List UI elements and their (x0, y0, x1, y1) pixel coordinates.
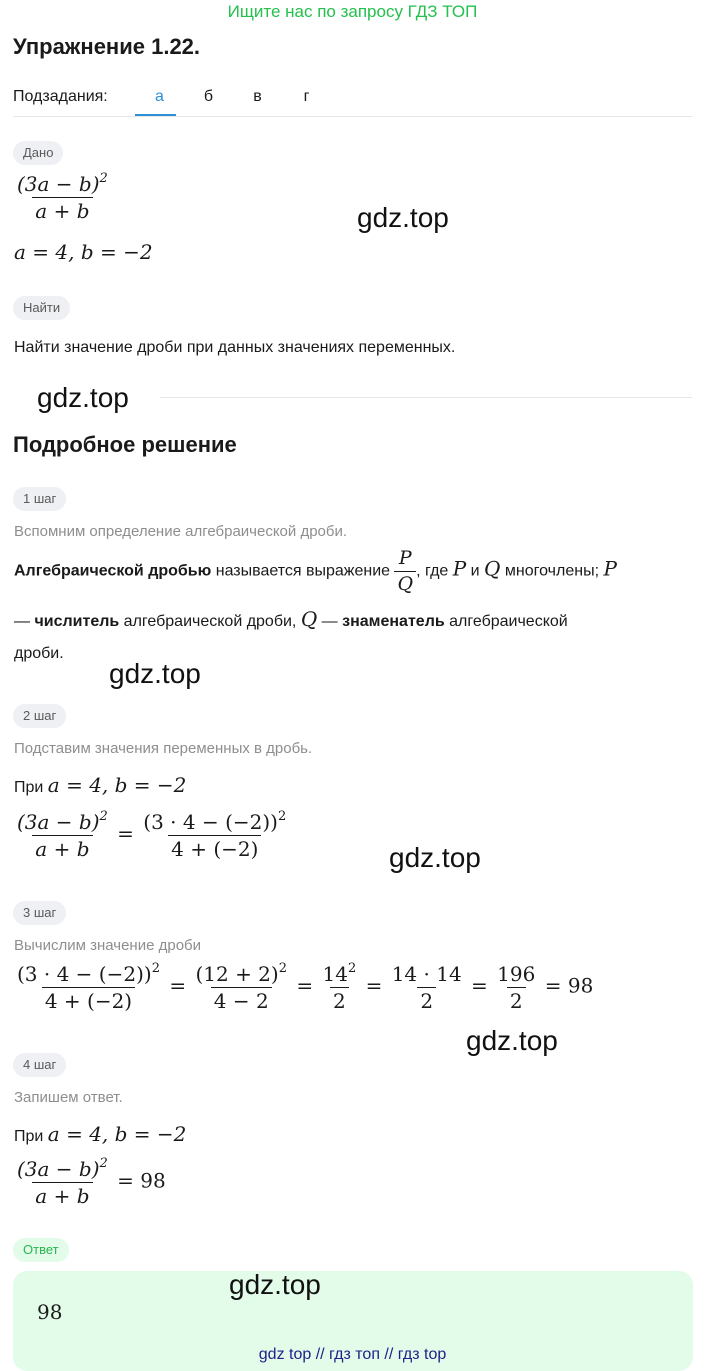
step-4-hint: Запишем ответ. (14, 1089, 123, 1106)
step-4-equation: $\frac{(3a - b)^2}{a + b}$ = 98 (17, 1156, 166, 1208)
step-1-definition-line3: дроби. (14, 645, 64, 662)
promo-banner: Ищите нас по запросу ГДЗ ТОП (227, 2, 478, 21)
tab-g[interactable]: г (303, 88, 310, 105)
subtasks-label: Подзадания: (13, 88, 108, 105)
given-badge: Дано (13, 141, 63, 165)
answer-badge: Ответ (13, 1238, 69, 1262)
watermark: gdz.top (466, 1025, 558, 1056)
step-3-equation: $\frac{(3 \cdot 4 - (-2))^2}{4 + (-2)}$ = $\frac{(12 + 2)^2}{4 - 2}$ = $\frac{14^2}{2}$ = $\frac{14 \cdot 14}{2}$ = $\frac{196}{2}$ = 98 (17, 961, 594, 1013)
tab-a[interactable]: а (135, 80, 184, 116)
divider (13, 116, 692, 117)
watermark: gdz.top (109, 658, 201, 689)
step-4-condition: При a = 4, b = −2 (14, 1122, 187, 1146)
step-1-definition: Алгебраической дробью называется выражение $\frac{P}{Q}$ , где P и Q многочлены; P (14, 547, 617, 595)
step-2-condition: При a = 4, b = −2 (14, 773, 187, 797)
step-2-equation: $\frac{(3a - b)^2}{a + b}$ = $\frac{(3 \cdot 4 - (-2))^2}{4 + (-2)}$ (17, 809, 287, 861)
watermark: gdz.top (229, 1269, 321, 1300)
watermark: gdz.top (389, 842, 481, 873)
divider (160, 397, 692, 398)
step-2-badge: 2 шаг (13, 704, 66, 728)
step-1-hint: Вспомним определение алгебраической дроби. (14, 523, 348, 540)
given-values: a = 4, b = −2 (14, 240, 153, 264)
find-badge: Найти (13, 296, 70, 320)
step-4-badge: 4 шаг (13, 1053, 66, 1077)
footer-links[interactable]: gdz top // гдз топ // гдз top (258, 1346, 447, 1363)
watermark: gdz.top (37, 382, 129, 413)
step-1-badge: 1 шаг (13, 487, 66, 511)
given-fraction: $\frac{(3a - b)^2}{a + b}$ (17, 171, 108, 223)
tab-v[interactable]: в (253, 88, 262, 105)
answer-value: 98 (37, 1300, 63, 1324)
step-3-hint: Вычислим значение дроби (14, 937, 202, 954)
step-1-definition-line2: — числитель алгебраической дроби, Q — знаменатель алгебраической (14, 607, 568, 631)
step-3-badge: 3 шаг (13, 901, 66, 925)
exercise-title: Упражнение 1.22. (13, 34, 201, 59)
watermark: gdz.top (357, 202, 449, 233)
find-text: Найти значение дроби при данных значениях переменных. (14, 339, 456, 356)
tab-b[interactable]: б (203, 88, 214, 105)
subtask-tabs (135, 80, 331, 116)
step-2-hint: Подставим значения переменных в дробь. (14, 740, 313, 757)
solution-title: Подробное решение (13, 432, 237, 457)
